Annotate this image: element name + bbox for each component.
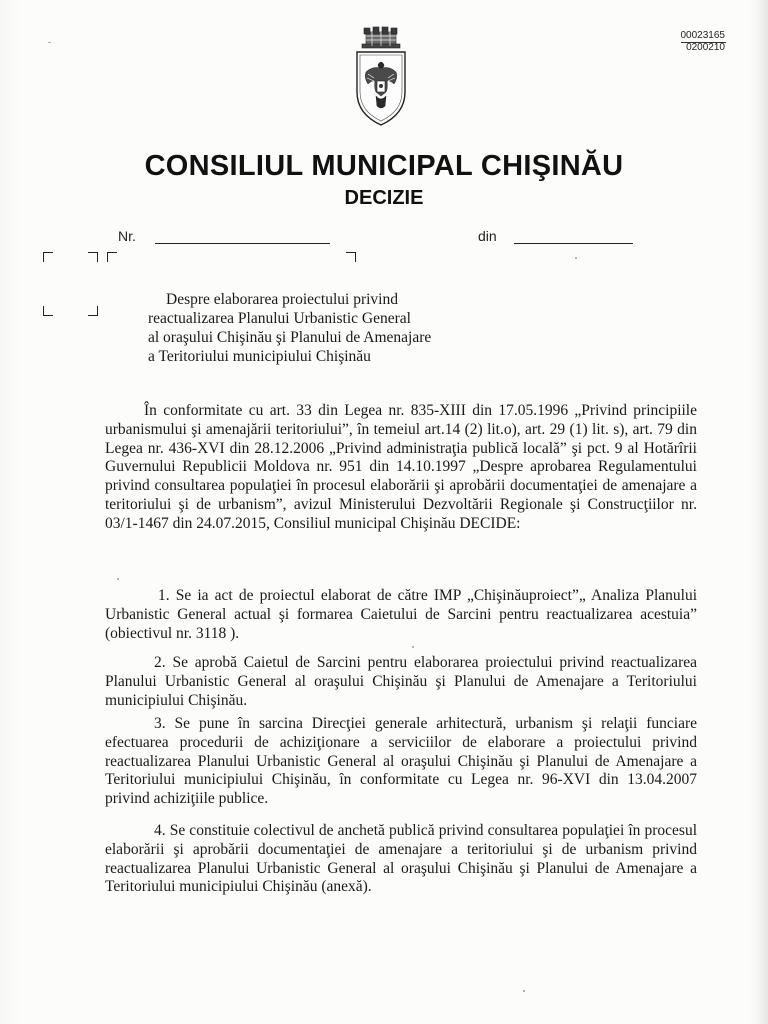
scan-speck <box>48 42 51 43</box>
scan-speck <box>117 578 119 580</box>
corner-mark-top-left <box>43 252 53 262</box>
subject-line: a Teritoriului municipiului Chişinău <box>148 348 371 365</box>
registration-number <box>681 31 727 54</box>
scan-edge-shadow <box>756 0 768 1024</box>
registration-number-top: 00023165 <box>680 30 725 41</box>
decision-item-2: 2. Se aprobă Caietul de Sarcini pentru elaborarea proiectului privind reactualizarea Planului Urbanistic General al oraşului Chişinău şi Planului de Amenajare a Teritoriului municipiului Chişinău. <box>105 654 697 709</box>
subject-line: Despre elaborarea proiectului privind <box>166 291 398 308</box>
subject-line: reactualizarea Planului Urbanistic General <box>148 310 411 327</box>
scan-speck <box>412 646 414 648</box>
decision-subject <box>148 290 431 366</box>
subject-line: al oraşului Chişinău şi Planului de Amenajare <box>148 329 432 346</box>
registration-number-bottom: 0200210 <box>686 42 725 53</box>
number-label: Nr. <box>118 228 136 244</box>
legal-basis-paragraph: În conformitate cu art. 33 din Legea nr. 835-XIII din 17.05.1996 „Privind principiile urbanismului şi amenajării teritoriului”, în temeiul art.14 (2) lit.o), art. 29 (1) lit. s), art. 79 din Legea nr. 436-XVI din 28.12.2006 „Privind administraţia publică locală” şi pct. 9 al Hotărîrii Guvernului Republicii Moldova nr. 951 din 14.10.1997 „Despre aprobarea Regulamentului privind consultarea populaţiei în procesul elaborării şi aprobării documentaţiei de amenajare a teritoriului şi de urbanism”, avizul Ministerului Dezvoltării Regionale şi Construcţiilor nr. 03/1-1467 din 24.07.2015, Consiliul municipal Chişinău DECIDE: <box>105 402 697 532</box>
date-label: din <box>478 228 497 244</box>
number-blank-line <box>155 243 330 244</box>
corner-mark-top-mid-right <box>88 252 98 262</box>
corner-mark-top-mid-left <box>107 252 117 262</box>
document-type: DECIZIE <box>344 187 424 209</box>
date-blank-line <box>514 243 633 244</box>
decision-item-3: 3. Se pune în sarcina Direcţiei generale arhitectură, urbanism şi relaţii funciare efectuarea procedurii de achiziţionare a serviciilor de elaborare a proiectului privind reactualizarea Planului Urbanistic General al oraşului Chişinău şi Planului de Amenajare a Teritoriului municipiului Chişinău, în conformitate cu Legea nr. 96-XVI din 13.04.2007 privind achiziţiile publice. <box>105 715 697 808</box>
chisinau-coat-of-arms-icon <box>352 26 410 128</box>
scan-speck <box>575 257 577 259</box>
corner-mark-bottom-left <box>43 306 53 316</box>
council-title: CONSILIUL MUNICIPAL CHIŞINĂU <box>144 150 624 182</box>
corner-mark-top-right <box>346 252 356 262</box>
scan-speck <box>523 990 525 992</box>
decision-item-1: 1. Se ia act de proiectul elaborat de către IMP „Chişinăuproiect”„ Analiza Planului Urbanistic General actual şi formarea Caietului de Sarcini pentru reactualizarea acestuia” (obiectivul nr. 3118 ). <box>105 587 697 642</box>
decision-item-4: 4. Se constituie colectivul de anchetă publică privind consultarea populaţiei în procesul elaborării şi aprobării documentaţiei de amenajare a teritoriului şi de urbanism privind reactualizarea Planului Urbanistic General al oraşului Chişinău şi Planului de Amenajare a Teritoriului municipiului Chişinău (anexă). <box>105 822 697 896</box>
corner-mark-bottom-right <box>88 306 98 316</box>
